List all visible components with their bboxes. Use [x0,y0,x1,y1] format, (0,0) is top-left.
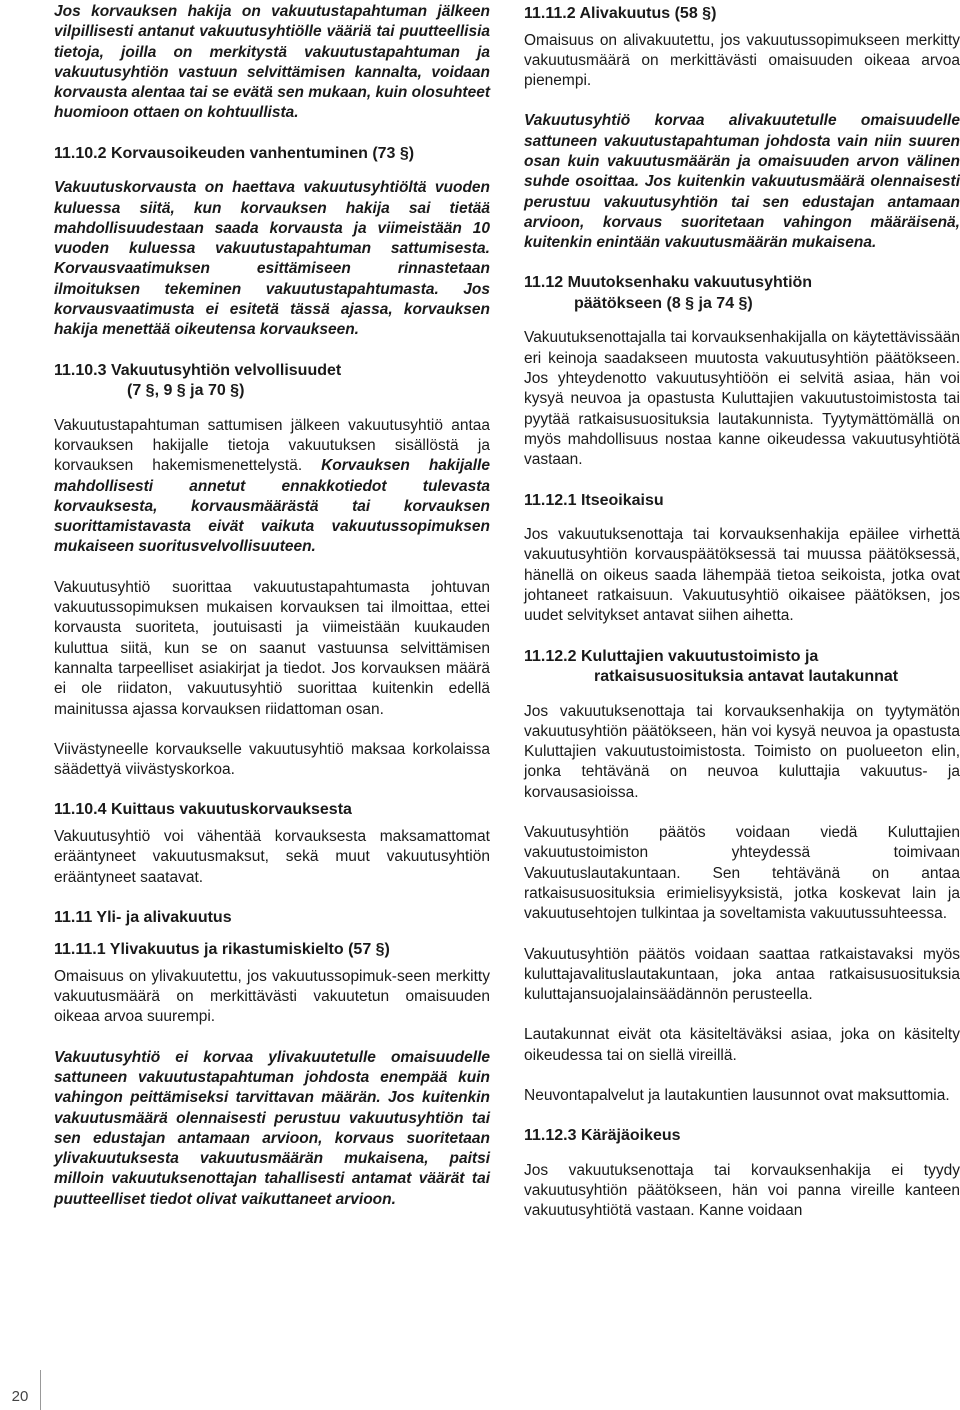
page-margin-rule [40,1370,41,1410]
heading-line: 11.10.3 Vakuutusyhtiön velvollisuudet [54,361,342,379]
paragraph: Viivästyneelle korvaukselle vakuutusyhtiö maksaa korkolaissa säädettyä viivästyskorkoa. [54,740,490,779]
heading-line: 11.12.2 Kuluttajien vakuutustoimisto ja [524,647,819,665]
section-heading [54,361,490,402]
section-heading: 11.12.1 Itseoikaisu [524,491,664,509]
paragraph [54,416,490,558]
paragraph: Vakuutusyhtiö suorittaa vakuutustapahtumasta johtuvan vakuutussopimuksen mukaisen korvauksen tai ilmoittaa, ettei korvausta suoriteta, joutuisasti ja viimeistään kuukauden kuluttua siitä, kun se on saanut vastuunsa selvittämisen kannalta tarpeelliset asiakirjat ja tiedot. Jos korvauksen määrä ei ole riidaton, vakuutusyhtiö suorittaa kuitenkin edellä mainitussa ajassa korvauksen riidattoman osan. [54,578,490,718]
page-number: 20 [11,1388,29,1405]
section-heading: 11.12.3 Käräjäoikeus [524,1127,681,1145]
paragraph: Omaisuus on alivakuutettu, jos vakuutussopimukseen merkitty vakuutusmäärä on merkittävästi omaisuuden oikeaa arvoa pienempi. [524,31,960,90]
paragraph: Jos vakuutuksenottaja tai korvauksenhakija on tyytymätön vakuutusyhtiön päätökseen, hän voi kysyä neuvoa ja opastusta Kuluttajien vakuutustoimistosta. Toimisto on puolueeton elin, jonka tehtävänä on neuvoa kuluttajia vakuutus- ja korvausasioissa. [524,702,960,801]
paragraph: Jos vakuutuksenottaja tai korvauksenhakija epäilee virhettä vakuutusyhtiön korvauspäätöksessä tai muussa päätöksessä, hänellä on oikeus saada lähempää tietoa seikoista, jotka ovat johtaneet ratkaisuun. Vakuutusyhtiö oikaisee päätöksen, jos uudet selvitykset antavat siihen aihetta. [524,526,960,625]
heading-line: ratkaisusuosituksia antavat lautakunnat [594,668,899,686]
paragraph-text: Vakuutustapahtuman sattumisen jälkeen vakuutusyhtiö antaa korvauksen hakijalle tietoja vakuutuksen sisällöstä ja korvauksen hakemismenettelystä. [54,416,490,475]
section-heading: 11.11.1 Ylivakuutus ja rikastumiskielto (57 §) [54,941,390,959]
right-column [524,0,960,1242]
paragraph: Vakuutuksenottajalla tai korvauksenhakijalla on käytettävissään eri keinoja saadakseen muutosta vakuutusyhtiön päätökseen. Jos yhteydenotto vakuutusyhtiöön ei selvitä asiaa, hän voi kysyä neuvoa ja opastusta Kuluttajien vakuutustoimistosta tai pyytää ratkaisusuosituksia lautakunnista. Tyytymättömällä on myös mahdollisuus nostaa kanne oikeudessa vakuutusyhtiötä vastaan. [524,329,960,469]
paragraph: Lautakunnat eivät ota käsiteltäväksi asiaa, joka on käsitelty oikeudessa tai on siellä vireillä. [524,1026,960,1064]
paragraph: Vakuutuskorvausta on haettava vakuutusyhtiöltä vuoden kuluessa siitä, kun korvauksen hakija sai tietää mahdollisuudestaan saada korvausta ja viimeistään 10 vuoden kuluessa vakuutustapahtuman sattumisesta. Korvausvaatimuksen esittämiseen rinnastetaan ilmoituksen tekeminen vakuutustapahtumasta. Jos korvausvaatimusta ei esitetä tässä ajassa, korvauksen hakija menettää oikeutensa korvaukseen. [54,179,490,339]
paragraph: Jos vakuutuksenottaja tai korvauksenhakija ei tyydy vakuutusyhtiön päätökseen, hän voi panna vireille kanteen vakuutusyhtiötä vastaan. Kanne voidaan [524,1161,960,1220]
section-heading [524,647,960,688]
paragraph: Vakuutusyhtiön päätös voidaan saattaa ratkaistavaksi myös kuluttajavalituslautakuntaan, joka antaa ratkaisusuosituksia kuluttajansuojalainsäädännön perusteella. [524,945,960,1004]
section-heading: 11.10.2 Korvausoikeuden vanhentuminen (73 §) [54,144,415,162]
paragraph: Jos korvauksen hakija on vakuutustapahtuman jälkeen vilpillisesti antanut vakuutusyhtiölle vääriä tai puutteellisia tietoja, joilla on merkitystä vakuutustapahtuman ja vakuutusyhtiön vastuun selvittämisen kannalta, voidaan korvausta alentaa tai se evätä sen mukaan, kuin olosuhteet huomioon ottaen on kohtuullista. [54,3,490,122]
heading-line: päätökseen (8 § ja 74 §) [574,294,753,312]
section-heading: 11.11 Yli- ja alivakuutus [54,908,232,926]
paragraph: Vakuutusyhtiön päätös voidaan viedä Kuluttajien vakuutustoimiston yhteydessä toimivaan Vakuutuslautakuntaan. Sen tehtävänä on antaa ratkaisusuosituksia erimielisyyksistä, jotka koskevat lain ja vakuutusehtojen tulkintaa ja soveltamista vakuutussuhteessa. [524,824,960,923]
paragraph: Vakuutusyhtiö ei korvaa ylivakuutetulle omaisuudelle sattuneen vakuutustapahtuman johdosta enempää kuin vahingon peittämiseksi tarvittavan määrän. Jos kuitenkin vakuutusmäärä olennaisesti perustuu vakuutusyhtiön tai sen edustajan antamaan arvioon, korvaus suoritetaan ylivakuutuksesta vakuutusmäärän mukaisena, paitsi milloin vakuutuksenottajan tahallisesti antamat väärät tai puutteelliset tiedot olivat vaikuttaneet arvioon. [54,1048,490,1208]
section-heading: 11.10.4 Kuittaus vakuutuskorvauksesta [54,801,352,819]
section-heading [524,273,960,314]
heading-line: (7 §, 9 § ja 70 §) [127,382,245,400]
paragraph: Neuvontapalvelut ja lautakuntien lausunnot ovat maksuttomia. [524,1086,950,1104]
paragraph: Vakuutusyhtiö voi vähentää korvauksesta maksamattomat erääntyneet vakuutusmaksut, sekä muut vakuutusyhtiön erääntyneet saatavat. [54,827,490,886]
paragraph-emphasis: Korvauksen hakijalle mahdollisesti annetut ennakkotiedot tulevasta korvauksesta, korvausmäärästä tai korvauksen suorittamistavasta eivät vaikuta vakuutussopimuksen mukaiseen suoritusvelvollisuuteen. [54,457,490,556]
left-column [54,0,490,1230]
heading-line: 11.12 Muutoksenhaku vakuutusyhtiön [524,274,813,292]
section-heading: 11.11.2 Alivakuutus (58 §) [524,5,717,22]
paragraph: Vakuutusyhtiö korvaa alivakuutetulle omaisuudelle sattuneen vakuutustapahtuman johdosta vain niin suuren osan kuin vakuutusmäärän ja omaisuuden arvon välinen suhde osoittaa. Jos kuitenkin vakuutusmäärä olennaisesti perustuu vakuutusyhtiön tai sen edustajan antamaan arvioon, korvaus suoritetaan vahingon määräisenä, kuitenkin enintään vakuutusmäärän mukaisena. [524,112,960,252]
paragraph: Omaisuus on ylivakuutettu, jos vakuutussopimuk-seen merkitty vakuutusmäärä on merkittävästi vakuutetun omaisuuden oikeaa arvoa suurempi. [54,967,490,1026]
